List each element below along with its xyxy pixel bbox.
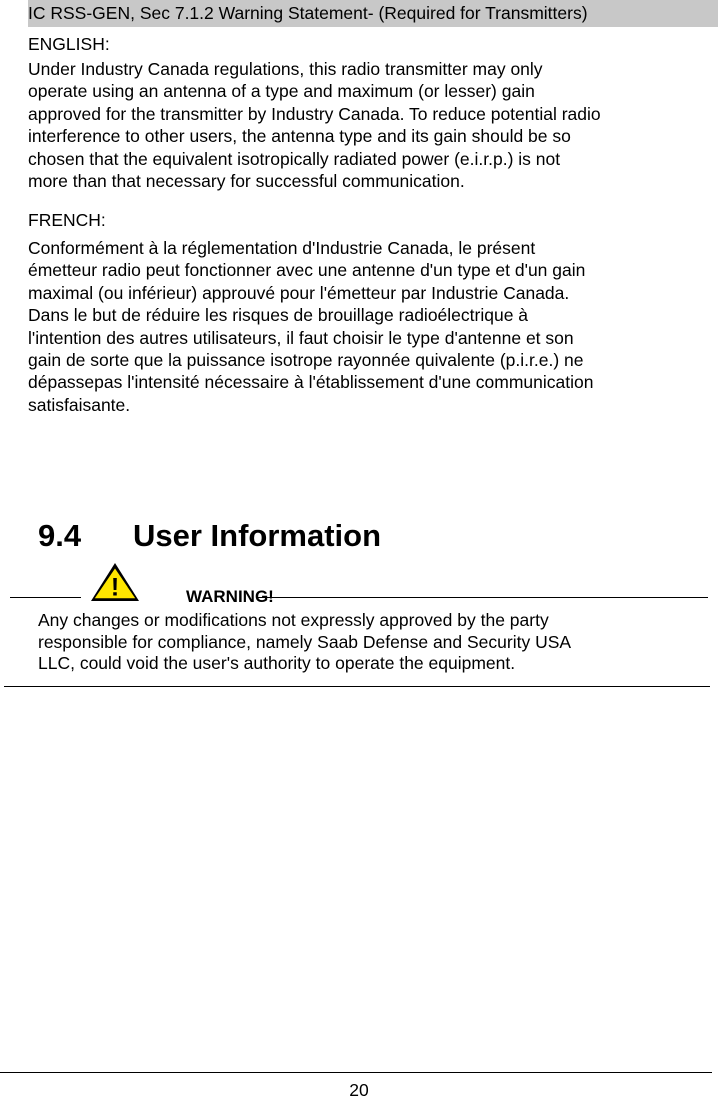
english-line: interference to other users, the antenna type and its gain should be so [28, 126, 571, 147]
french-line: gain de sorte que la puissance isotrope rayonnée quivalente (p.i.r.e.) ne [28, 350, 584, 371]
page-number: 20 [349, 1080, 369, 1100]
french-line: émetteur radio peut fonctionner avec une antenne d'un type et d'un gain [28, 260, 586, 281]
warning-triangle-icon [89, 560, 141, 604]
warning-exclamation: ! [110, 573, 120, 602]
warning-line: LLC, could void the user's authority to operate the equipment. [38, 653, 516, 673]
french-line: Dans le but de réduire les risques de brouillage radioélectrique à [28, 305, 529, 326]
french-line: satisfaisante. [28, 394, 131, 415]
section-heading [38, 516, 381, 556]
french-line: dépassepas l'intensité nécessaire à l'établissement d'une communication [28, 372, 594, 393]
english-line: chosen that the equivalent isotropically radiated power (e.i.r.p.) is not [28, 148, 561, 169]
english-label: ENGLISH: [28, 34, 110, 54]
french-line: l'intention des autres utilisateurs, il faut choisir le type d'antenne et son [28, 327, 574, 348]
warning-title: WARNING! [186, 587, 274, 606]
french-paragraph [28, 237, 718, 416]
english-line: approved for the transmitter by Industry Canada. To reduce potential radio [28, 103, 601, 124]
warning-rule-bottom [4, 686, 710, 687]
warning-rule-left [10, 597, 81, 598]
english-line: Under Industry Canada regulations, this radio transmitter may only [28, 59, 543, 79]
section-title: User Information [133, 518, 382, 553]
warning-line: Any changes or modifications not expressly approved by the party [38, 610, 549, 630]
section-header: IC RSS-GEN, Sec 7.1.2 Warning Statement- (Required for Transmitters) [28, 0, 718, 27]
french-label: FRENCH: [28, 210, 106, 230]
footer-rule [0, 1072, 712, 1073]
section-number: 9.4 [38, 518, 82, 553]
warning-body [38, 610, 708, 675]
english-line: operate using an antenna of a type and maximum (or lesser) gain [28, 81, 535, 102]
english-paragraph [28, 58, 718, 192]
warning-line: responsible for compliance, namely Saab Defense and Security USA [38, 631, 572, 652]
english-line: more than that necessary for successful communication. [28, 171, 465, 192]
french-line: Conformément à la réglementation d'Industrie Canada, le présent [28, 238, 536, 258]
french-line: maximal (ou inférieur) approuvé pour l'émetteur par Industrie Canada. [28, 282, 570, 303]
warning-rule-right [258, 597, 708, 598]
